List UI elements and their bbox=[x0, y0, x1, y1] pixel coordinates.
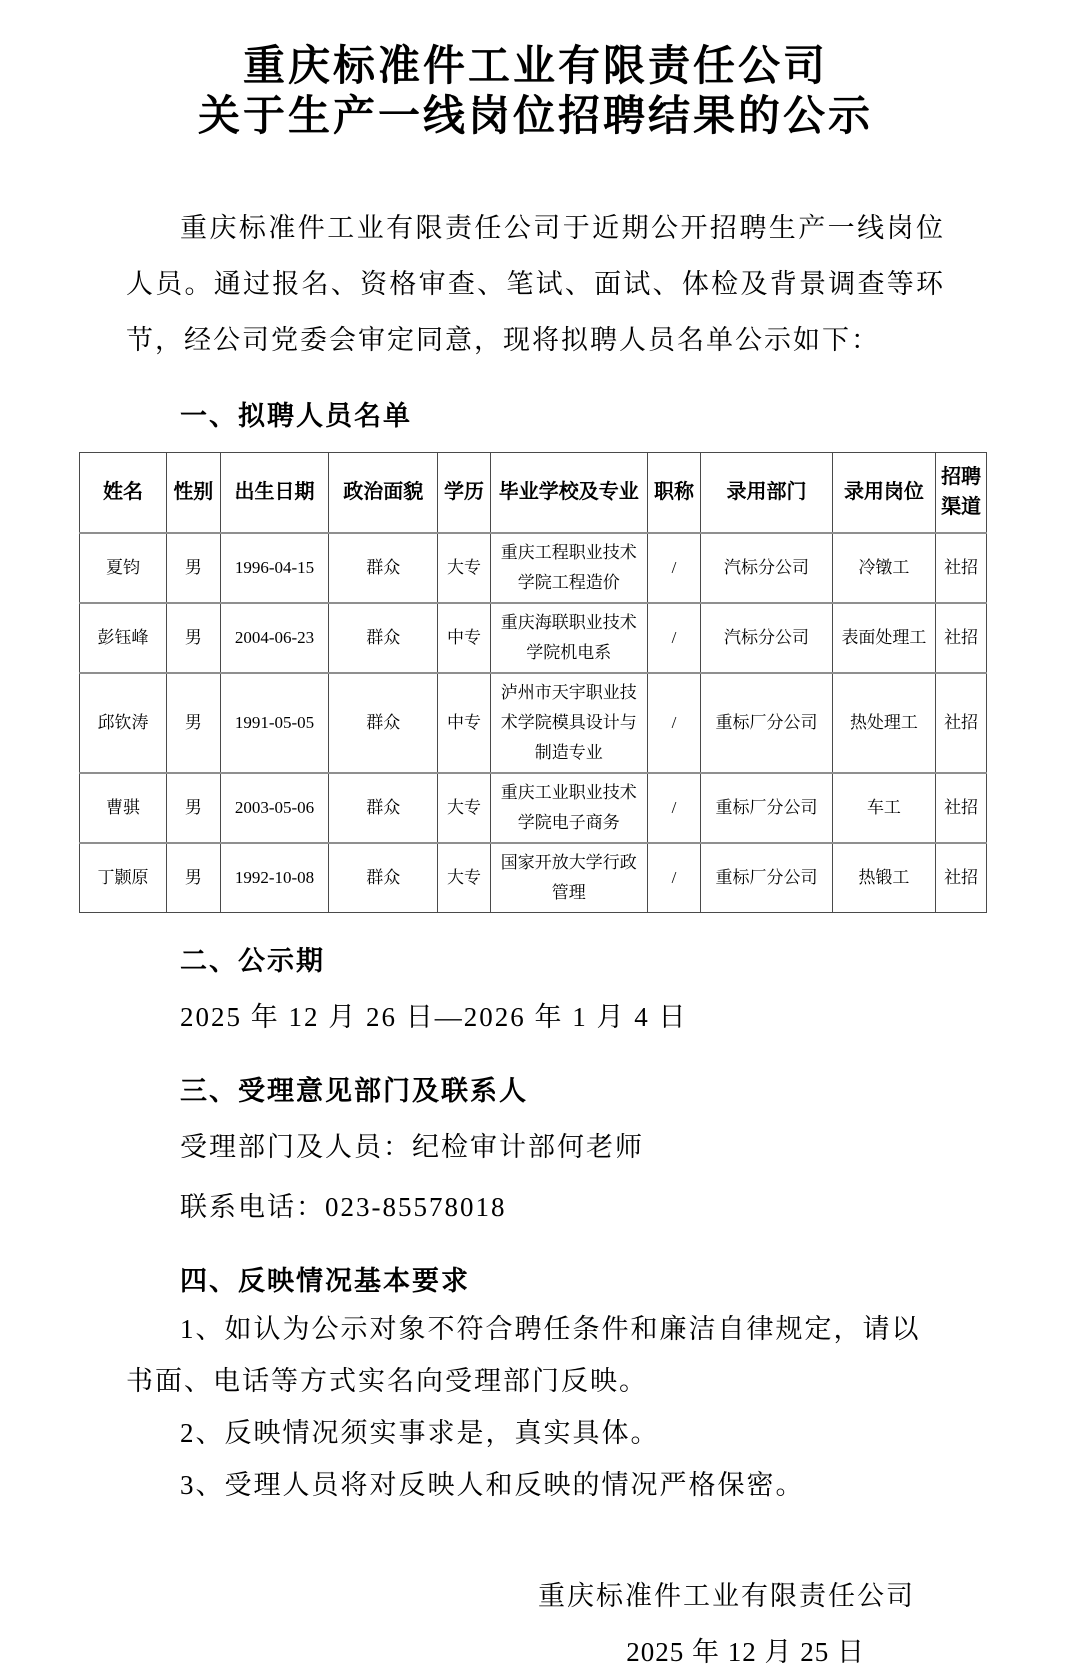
cell-channel: 社招 bbox=[936, 533, 987, 603]
cell-school-major: 重庆工业职业技术学院电子商务 bbox=[490, 773, 647, 843]
cell-school-major: 泸州市天宇职业技术学院模具设计与制造专业 bbox=[490, 673, 647, 773]
intro-paragraph: 重庆标准件工业有限责任公司于近期公开招聘生产一线岗位人员。通过报名、资格审查、笔试、面试、体检及背景调查等环节，经公司党委会审定同意，现将拟聘人员名单公示如下： bbox=[126, 213, 945, 355]
cell-name: 邱钦涛 bbox=[80, 673, 167, 773]
cell-department: 汽标分公司 bbox=[701, 603, 833, 673]
cell-title: / bbox=[647, 533, 701, 603]
cell-department: 重标厂分公司 bbox=[701, 773, 833, 843]
col-header-department: 录用部门 bbox=[701, 453, 833, 533]
cell-channel: 社招 bbox=[936, 673, 987, 773]
cell-political-status: 群众 bbox=[329, 843, 438, 913]
cell-name: 彭钰峰 bbox=[80, 603, 167, 673]
table-header-row bbox=[80, 453, 987, 533]
contact-phone: 联系电话：023-85578018 bbox=[180, 1191, 507, 1222]
cell-department: 汽标分公司 bbox=[701, 533, 833, 603]
cell-birthdate: 1996-04-15 bbox=[220, 533, 329, 603]
table-row bbox=[80, 673, 987, 773]
cell-name: 曹骐 bbox=[80, 773, 167, 843]
cell-birthdate: 1992-10-08 bbox=[220, 843, 329, 913]
cell-channel: 社招 bbox=[936, 843, 987, 913]
requirement-item-2: 2、反映情况须实事求是，真实具体。 bbox=[180, 1417, 660, 1448]
section1-heading: 一、拟聘人员名单 bbox=[180, 401, 412, 431]
col-header-birthdate: 出生日期 bbox=[220, 453, 329, 533]
cell-channel: 社招 bbox=[936, 773, 987, 843]
cell-gender: 男 bbox=[167, 603, 221, 673]
cell-title: / bbox=[647, 603, 701, 673]
cell-gender: 男 bbox=[167, 843, 221, 913]
cell-title: / bbox=[647, 773, 701, 843]
cell-political-status: 群众 bbox=[329, 773, 438, 843]
requirement-item-1: 1、如认为公示对象不符合聘任条件和廉洁自律规定，请以书面、电话等方式实名向受理部门反映。 bbox=[126, 1313, 921, 1396]
cell-birthdate: 2003-05-06 bbox=[220, 773, 329, 843]
col-header-school-major: 毕业学校及专业 bbox=[490, 453, 647, 533]
table-row bbox=[80, 843, 987, 913]
col-header-political-status: 政治面貌 bbox=[329, 453, 438, 533]
section4-heading: 四、反映情况基本要求 bbox=[180, 1265, 470, 1296]
cell-gender: 男 bbox=[167, 773, 221, 843]
cell-name: 夏钧 bbox=[80, 533, 167, 603]
accepting-department: 受理部门及人员：纪检审计部何老师 bbox=[180, 1131, 644, 1162]
cell-political-status: 群众 bbox=[329, 673, 438, 773]
table-row bbox=[80, 603, 987, 673]
cell-education: 中专 bbox=[438, 673, 491, 773]
signature-company: 重庆标准件工业有限责任公司 bbox=[538, 1580, 915, 1611]
cell-political-status: 群众 bbox=[329, 533, 438, 603]
cell-birthdate: 2004-06-23 bbox=[220, 603, 329, 673]
col-header-position: 录用岗位 bbox=[832, 453, 935, 533]
cell-education: 大专 bbox=[438, 773, 491, 843]
cell-school-major: 重庆海联职业技术学院机电系 bbox=[490, 603, 647, 673]
document-title bbox=[0, 42, 1071, 142]
col-header-education: 学历 bbox=[438, 453, 491, 533]
col-header-gender: 性别 bbox=[167, 453, 221, 533]
requirement-item-3: 3、受理人员将对反映人和反映的情况严格保密。 bbox=[180, 1469, 805, 1500]
table-row bbox=[80, 533, 987, 603]
cell-title: / bbox=[647, 843, 701, 913]
signature-date: 2025 年 12 月 25 日 bbox=[626, 1636, 865, 1667]
cell-education: 中专 bbox=[438, 603, 491, 673]
cell-political-status: 群众 bbox=[329, 603, 438, 673]
table-row bbox=[80, 773, 987, 843]
candidate-table bbox=[79, 452, 987, 913]
cell-education: 大专 bbox=[438, 843, 491, 913]
cell-gender: 男 bbox=[167, 533, 221, 603]
cell-position: 冷镦工 bbox=[832, 533, 935, 603]
section2-heading: 二、公示期 bbox=[180, 945, 325, 976]
document-title-line2: 关于生产一线岗位招聘结果的公示 bbox=[197, 94, 873, 140]
cell-department: 重标厂分公司 bbox=[701, 673, 833, 773]
cell-position: 热锻工 bbox=[832, 843, 935, 913]
section3-heading: 三、受理意见部门及联系人 bbox=[180, 1075, 528, 1106]
cell-gender: 男 bbox=[167, 673, 221, 773]
cell-title: / bbox=[647, 673, 701, 773]
cell-position: 热处理工 bbox=[832, 673, 935, 773]
cell-education: 大专 bbox=[438, 533, 491, 603]
cell-birthdate: 1991-05-05 bbox=[220, 673, 329, 773]
cell-position: 表面处理工 bbox=[832, 603, 935, 673]
document-title-line1: 重庆标准件工业有限责任公司 bbox=[242, 44, 828, 90]
col-header-name: 姓名 bbox=[80, 453, 167, 533]
col-header-channel: 招聘渠道 bbox=[936, 453, 987, 533]
cell-channel: 社招 bbox=[936, 603, 987, 673]
cell-school-major: 国家开放大学行政管理 bbox=[490, 843, 647, 913]
cell-position: 车工 bbox=[832, 773, 935, 843]
col-header-title: 职称 bbox=[647, 453, 701, 533]
cell-school-major: 重庆工程职业技术学院工程造价 bbox=[490, 533, 647, 603]
cell-name: 丁颢原 bbox=[80, 843, 167, 913]
publicity-period: 2025 年 12 月 26 日—2026 年 1 月 4 日 bbox=[180, 1001, 688, 1032]
cell-department: 重标厂分公司 bbox=[701, 843, 833, 913]
